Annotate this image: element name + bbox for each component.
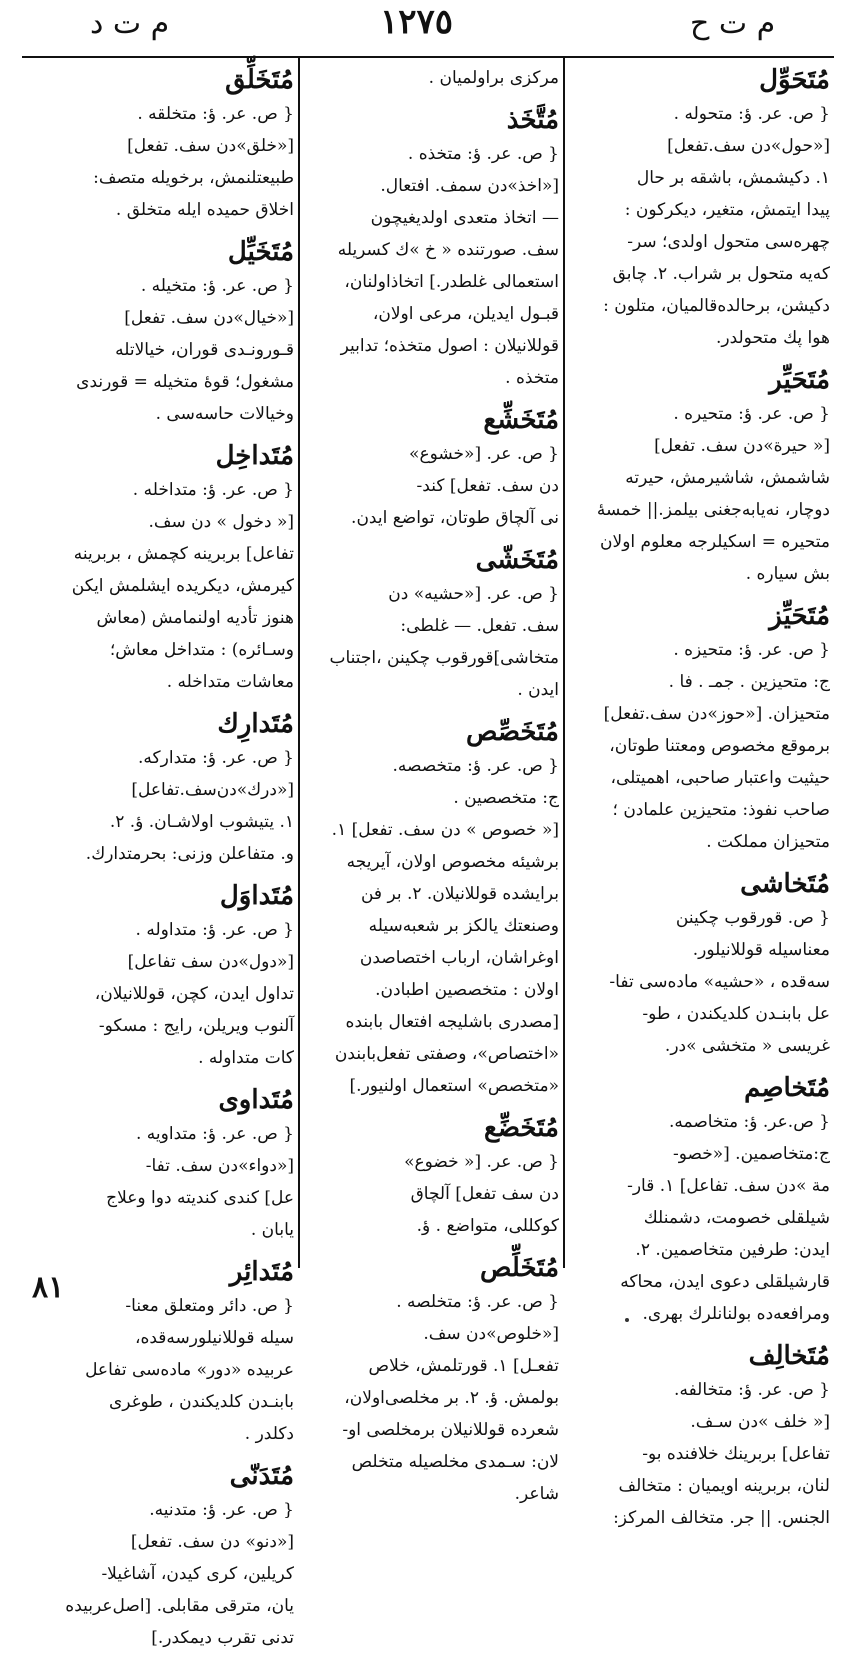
entry-text-line: دوچار، نه‌يابه‌جغنى بيلمز.|| خمسهٔ xyxy=(596,500,830,520)
entry-text-line: قارشيلقلى دعوى ايدن، محاكه xyxy=(620,1272,830,1292)
entry-text-line: { ص. دائر ومتعلق معنا- xyxy=(125,1296,294,1316)
entry-text-line: مركزى براولميان . xyxy=(428,68,559,88)
entry-text-line: عل] كندى كنديته دوا وعلاج xyxy=(106,1188,294,1208)
entry-text-line: — اتخاذ متعدى اولديغيچون xyxy=(370,208,559,228)
entry-text-line: { ص. عر. ؤ: متحوله . xyxy=(673,104,830,124)
entry-text-line: تفعـل] ١. قورتلمش، خلاص xyxy=(368,1356,559,1376)
entry-text-line: تداول ايدن، كچن، قوللانيلان، xyxy=(94,984,294,1004)
dictionary-entry xyxy=(24,1254,294,1450)
column-divider-left xyxy=(298,58,300,1268)
entry-text-line: [« دخول » دن سف. xyxy=(148,512,294,532)
entry-text-line: لان: سـمدى مخلصيله متخلص xyxy=(351,1452,559,1472)
dictionary-column-right xyxy=(568,62,830,1528)
entry-text-line: ج:متخاصمين. [«خصو- xyxy=(672,1144,830,1164)
entry-text-line: مة »دن سف. تفاعل] ١. قار- xyxy=(627,1176,830,1196)
entry-text-line: تفاعل] بربرينك خلافنده بو- xyxy=(642,1444,830,1464)
entry-text-line: متحيره = اسكيلرجه معلوم اولان xyxy=(600,532,830,552)
dictionary-entry xyxy=(303,402,559,534)
entry-headword: مُتَخَضِّع xyxy=(484,1113,559,1143)
entry-text-line: { ص. عر. ؤ: متخلقه . xyxy=(137,104,294,124)
entry-text-line: اخلاق حميده ايله متخلق . xyxy=(115,200,294,220)
entry-text-line: دن سف. تفعل] كند- xyxy=(416,476,559,496)
dictionary-entry xyxy=(303,1110,559,1242)
entry-text-line: كيرمش، ديكريده ايشلمش ايكن xyxy=(71,576,294,596)
entry-text-line: { ص. عر. ؤ: متحيزه . xyxy=(673,640,830,660)
entry-headword: مُتَخَيِّل xyxy=(227,237,294,267)
entry-headword: مُتَخَلِّص xyxy=(479,1253,559,1283)
entry-text-line: ج: متحيزين . جمـ . فا . xyxy=(668,672,830,692)
entry-text-line: { ص. عر. ؤ: متداوله . xyxy=(135,920,294,940)
dictionary-entry xyxy=(24,1458,294,1654)
dictionary-entry xyxy=(24,438,294,698)
header-left-letters: م ت د xyxy=(90,6,170,41)
entry-text-line: { ص.عر. ؤ: متخاصمه. xyxy=(668,1112,830,1132)
entry-text-line: هوا پك متحولدر. xyxy=(715,328,830,348)
entry-text-line: { ص. عر. ؤ: متخيله . xyxy=(140,276,294,296)
entry-text-line: [«خيال»دن سف. تفعل] xyxy=(124,308,294,328)
entry-text-line: عربيده «دور» ماده‌سى تفاعل xyxy=(85,1360,294,1380)
entry-text-line: متحيزان. [«حوز»دن سف.تفعل] xyxy=(603,704,830,724)
dictionary-entry xyxy=(568,866,830,1062)
entry-text-line: بابنـدن كلديكندن ، طوغرى xyxy=(108,1392,294,1412)
entry-text-line: معناسيله قوللانيلور. xyxy=(692,940,830,960)
dictionary-entry xyxy=(568,362,830,590)
column-divider-right xyxy=(563,58,565,1268)
entry-text-line: [«دول»دن سف تفاعل] xyxy=(127,952,294,972)
entry-text-line: { ص. عر. ؤ: متحيره . xyxy=(673,404,830,424)
entry-text-line: { ص. عر. ؤ: متخالفه. xyxy=(674,1380,830,1400)
entry-headword: مُتَداوَل xyxy=(219,881,294,911)
entry-text-line: { ص. قورقوب چكينن xyxy=(675,908,830,928)
entry-text-line: حيثيت واعتبار صاحبى، اهميتلى، xyxy=(610,768,830,788)
dictionary-entry xyxy=(303,102,559,394)
entry-text-line: يابان . xyxy=(250,1220,294,1240)
entry-headword: مُتَّخَذ xyxy=(506,105,559,135)
entry-text-line: «متخصص» استعمال اولنيور.] xyxy=(349,1076,559,1096)
entry-text-line: الجنس. || جر. متخالف المركز: xyxy=(613,1508,830,1528)
dictionary-entry xyxy=(24,706,294,870)
entry-text-line: چهره‌سى متحول اولدى؛ سر- xyxy=(627,232,830,252)
entry-text-line: صاحب نفوذ: متحيزين علمادن ؛ xyxy=(612,800,830,820)
entry-text-line: سيله قوللانيلورسه‌قده، xyxy=(134,1328,294,1348)
page-header xyxy=(0,0,849,52)
entry-text-line: نى آلچاق طوتان، تواضع ايدن. xyxy=(351,508,559,528)
entry-text-line: ايدن: طرفين متخاصمين. ٢. xyxy=(635,1240,830,1260)
dictionary-entry xyxy=(303,1250,559,1510)
entry-text-line: مشغول؛ قوهٔ متخيله = قورندى xyxy=(76,372,294,392)
dictionary-entry xyxy=(303,542,559,706)
entry-text-line: [«دنو» دن سف. تفعل] xyxy=(130,1532,294,1552)
entry-text-line: كه‌يه متحول بر شراب. ٢. چابق xyxy=(612,264,830,284)
entry-text-line: دن سف تفعل] آلچاق xyxy=(410,1184,559,1204)
dictionary-entry xyxy=(24,1082,294,1246)
entry-text-line: غريسى « متخشى »در. xyxy=(664,1036,830,1056)
entry-headword: مُتَحَيِّز xyxy=(769,601,830,631)
entry-text-line: قوللانيلان : اصول متخذه؛ تدابير xyxy=(340,336,559,356)
header-right-letters: م ت ح xyxy=(690,6,776,41)
entry-text-line: [«درك»دن‌سف.تفاعل] xyxy=(131,780,294,800)
dictionary-entry xyxy=(303,714,559,1102)
entry-headword: مُتَدَنّى xyxy=(229,1461,294,1491)
entry-text-line: كوكللى، متواضع . ؤ. xyxy=(416,1216,559,1236)
entry-text-line: عل بابنـدن كلديكندن ، طو- xyxy=(642,1004,830,1024)
entry-text-line: ج: متخصصين . xyxy=(453,788,559,808)
entry-text-line: [«خلوص»دن سف. xyxy=(423,1324,559,1344)
dictionary-entry xyxy=(568,1338,830,1534)
entry-text-line: اوغراشان، ارباب اختصاصدن xyxy=(359,948,559,968)
dictionary-entry xyxy=(568,1070,830,1330)
page-footer-number: ٨١ xyxy=(32,1270,65,1305)
entry-text-line: دكيشن، برحالده‌قالميان، متلون : xyxy=(603,296,830,316)
entry-text-line: بولمش. ؤ. ٢. بر مخلصى‌اولان، xyxy=(344,1388,559,1408)
entry-text-line: ايدن . xyxy=(517,680,559,700)
entry-text-line: [«اخذ»دن سمف. افتعال. xyxy=(380,176,559,196)
entry-text-line: ومرافعه‌ده بولنانلرك بهرى. xyxy=(642,1304,830,1324)
entry-text-line: شاعر. xyxy=(514,1484,559,1504)
dictionary-entry xyxy=(568,62,830,354)
entry-text-line: استعمالى غلطدر.] اتخاذاولنان، xyxy=(344,272,559,292)
entry-text-line: لنان، بربرينه اويميان : متخالف xyxy=(618,1476,830,1496)
entry-text-line: يان، مترقى مقابلى. [اصل‌عربيده xyxy=(65,1596,294,1616)
dictionary-entry xyxy=(303,62,559,94)
entry-text-line: آلنوب ويريلن، رايج : مسكو- xyxy=(98,1016,294,1036)
entry-text-line: شعرده قوللانيلان برمخلصى او- xyxy=(342,1420,559,1440)
entry-text-line: { ص. عر. [«خشوع» xyxy=(409,444,559,464)
entry-headword: مُتَدارِك xyxy=(217,709,294,739)
dictionary-column-middle xyxy=(303,62,559,1504)
entry-headword: مُتَخاشى xyxy=(740,869,830,899)
entry-text-line: { ص. عر. ؤ: متخصصه. xyxy=(392,756,559,776)
dictionary-entry xyxy=(24,62,294,226)
entry-headword: مُتَداوى xyxy=(218,1085,294,1115)
entry-text-line: { ص. عر. [« خضوع» xyxy=(404,1152,559,1172)
entry-text-line: بش سياره . xyxy=(745,564,830,584)
entry-text-line: وخيالات حاسه‌سى . xyxy=(155,404,294,424)
entry-text-line: [«دواء»دن سف. تفا- xyxy=(145,1156,294,1176)
dictionary-entry xyxy=(24,234,294,430)
entry-text-line: تفاعل] بربرينه كچمش ، بربرينه xyxy=(73,544,294,564)
entry-text-line: ١. دكيشمش، باشقه بر حال xyxy=(636,168,830,188)
entry-headword: مُتَداخِل xyxy=(215,441,294,471)
entry-text-line: و. متفاعلن وزنى: بحرمتدارك. xyxy=(85,844,294,864)
entry-text-line: هنوز تأديه اولنمامش (معاش xyxy=(96,608,294,628)
entry-text-line: { ص. عر. ؤ: متداركه. xyxy=(138,748,294,768)
entry-text-line: برموقع مخصوص ومعتنا طوتان، xyxy=(609,736,830,756)
entry-text-line: { ص. عر. ؤ: متداويه . xyxy=(136,1124,294,1144)
entry-text-line: [« خلف »دن سـف. xyxy=(690,1412,830,1432)
entry-text-line: اولان : متخصصين اطبادن. xyxy=(375,980,559,1000)
entry-text-line: «اختصاص»، وصفتى تفعل‌بابندن xyxy=(334,1044,559,1064)
entry-text-line: سه‌قده ، «حشيه» ماده‌سى تفا- xyxy=(609,972,830,992)
entry-text-line: كات متداوله . xyxy=(198,1048,294,1068)
entry-text-line: دكلدر . xyxy=(244,1424,294,1444)
entry-text-line: متحيزان مملكت . xyxy=(706,832,830,852)
entry-text-line: { ص. عر. [«حشيه» دن xyxy=(388,584,559,604)
entry-text-line: { ص. عر. ؤ: متداخله . xyxy=(132,480,294,500)
entry-headword: مُتَخَلِّق xyxy=(225,65,294,95)
entry-text-line: تدنى تقرب ديمكدر.] xyxy=(151,1628,294,1648)
entry-text-line: متخذه . xyxy=(505,368,559,388)
entry-text-line: طبيعتلنمش، برخويله متصف: xyxy=(93,168,294,188)
entry-text-line: شاشمش، شاشيرمش، حيرته xyxy=(625,468,830,488)
entry-headword: مُتَخَشِّع xyxy=(483,405,559,435)
entry-text-line: { ص. عر. ؤ: متدنيه. xyxy=(149,1500,294,1520)
entry-headword: مُتَخاصِم xyxy=(744,1073,830,1103)
entry-text-line: كريلين، كرى كيدن، آشاغيلا- xyxy=(101,1564,294,1584)
dictionary-entry xyxy=(568,598,830,858)
header-rule xyxy=(22,56,834,58)
entry-text-line: برايشده قوللانيلان. ٢. بر فن xyxy=(360,884,559,904)
dictionary-entry xyxy=(24,878,294,1074)
entry-headword: مُتَخَصِّص xyxy=(466,717,559,747)
entry-text-line: متخاشى]قورقوب چكينن ،اجتناب xyxy=(329,648,559,668)
entry-text-line: شيلقلى خصومت، دشمنلك xyxy=(643,1208,830,1228)
entry-text-line: معاشات متداخله . xyxy=(166,672,294,692)
entry-text-line: قبـول ايديلن، مرعى اولان، xyxy=(372,304,559,324)
entry-text-line: وصنعتك يالكز بر شعبه‌سيله xyxy=(368,916,559,936)
entry-text-line: ١. يتيشوب اولاشـان. ؤ. ٢. xyxy=(109,812,294,832)
entry-text-line: [«خلق»دن سف. تفعل] xyxy=(127,136,294,156)
entry-headword: مُتَحَوِّل xyxy=(759,65,830,95)
entry-text-line: قـورونـدى قوران، خيالاتله xyxy=(115,340,294,360)
entry-headword: مُتَدائِر xyxy=(229,1257,294,1287)
page-speck xyxy=(625,1318,629,1322)
entry-text-line: [مصدرى باشليجه افتعال بابنده xyxy=(345,1012,559,1032)
entry-text-line: { ص. عر. ؤ: متخذه . xyxy=(407,144,559,164)
entry-text-line: سف. تفعل. — غلطى: xyxy=(400,616,559,636)
header-page-number: ١٢٧٥ xyxy=(380,2,454,42)
entry-text-line: [«حول»دن سف.تفعل] xyxy=(667,136,830,156)
entry-headword: مُتَخالِف xyxy=(748,1341,830,1371)
entry-headword: مُتَخَشّى xyxy=(475,545,559,575)
entry-text-line: برشيئه مخصوص اولان، آيريجه xyxy=(346,852,559,872)
entry-text-line: [« خصوص » دن سف. تفعل] ١. xyxy=(331,820,559,840)
entry-text-line: { ص. عر. ؤ: متخلصه . xyxy=(396,1292,559,1312)
entry-text-line: پيدا ايتمش، متغير، ديكركون : xyxy=(624,200,830,220)
entry-text-line: سف. صورتنده « خ »ك كسريله xyxy=(337,240,559,260)
entry-text-line: [« حيرة»دن سف. تفعل] xyxy=(654,436,830,456)
entry-text-line: وسـائره) : متداخل معاش؛ xyxy=(109,640,294,660)
entry-headword: مُتَحَيِّر xyxy=(769,365,830,395)
